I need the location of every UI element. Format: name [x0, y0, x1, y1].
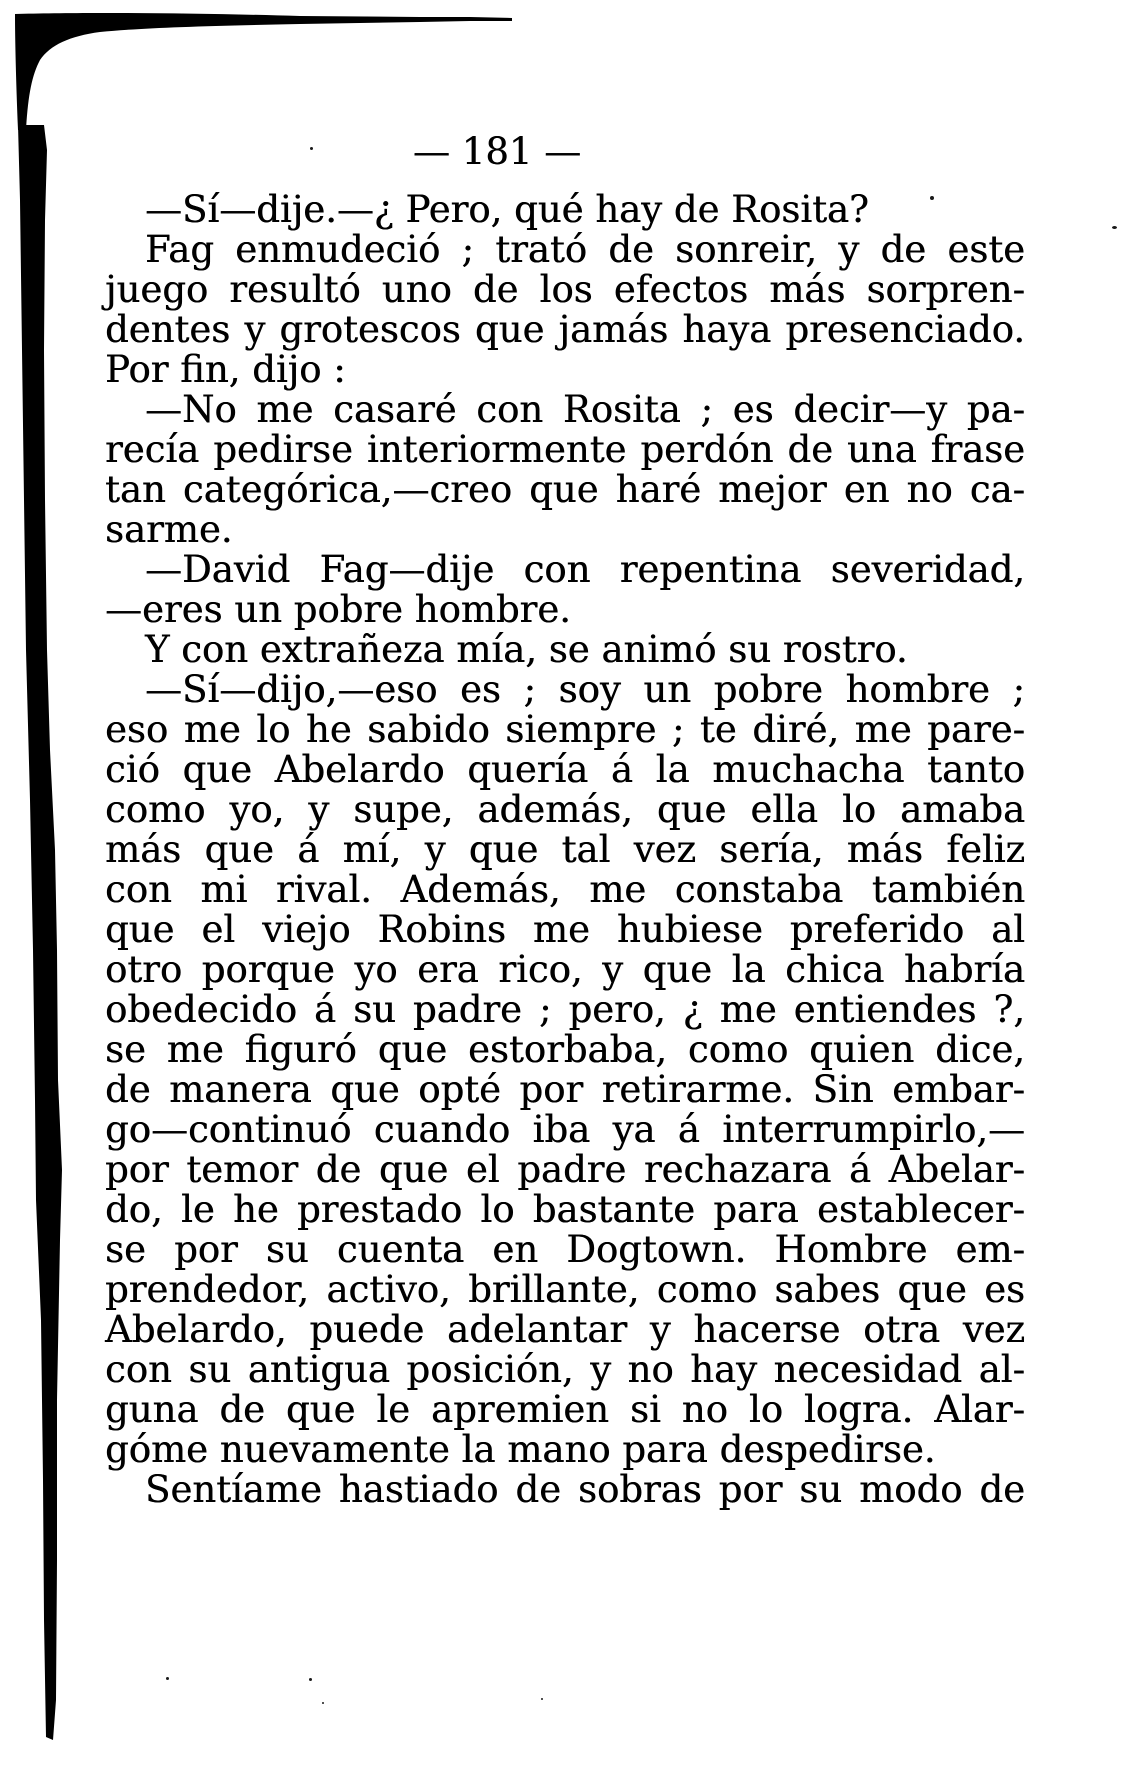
- text-line: eso me lo he sabido siempre ; te diré, me pare-: [105, 708, 1025, 751]
- text-line: otro porque yo era rico, y que la chica habría: [105, 948, 1025, 991]
- text-line: Abelardo, puede adelantar y hacerse otra vez: [105, 1308, 1025, 1351]
- text-line: do, le he prestado lo bastante para establecer-: [105, 1188, 1025, 1231]
- text-line: —eres un pobre hombre.: [105, 588, 571, 631]
- text-line: —Sí—dije.—¿ Pero, qué hay de Rosita?: [145, 188, 869, 231]
- text-line: sarme.: [105, 508, 233, 551]
- text-line: dentes y grotescos que jamás haya presenciado.: [105, 308, 1025, 351]
- text-line: con su antigua posición, y no hay necesidad al-: [105, 1348, 1025, 1391]
- text-line: por temor de que el padre rechazara á Abelar-: [105, 1148, 1025, 1191]
- text-line: con mi rival. Además, me constaba también: [105, 868, 1025, 911]
- ink-speck: [322, 1702, 324, 1704]
- text-line: tan categórica,—creo que haré mejor en no ca-: [105, 468, 1025, 511]
- text-line: ció que Abelardo quería á la muchacha tanto: [105, 748, 1025, 791]
- text-line: juego resultó uno de los efectos más sorpren-: [105, 268, 1025, 311]
- text-line: Sentíame hastiado de sobras por su modo de: [145, 1468, 1025, 1511]
- text-line: de manera que opté por retirarme. Sin embar-: [105, 1068, 1025, 1111]
- text-line: recía pedirse interiormente perdón de una frase: [105, 428, 1025, 471]
- text-line: obedecido á su padre ; pero, ¿ me entiendes ?,: [105, 988, 1025, 1031]
- text-line: que el viejo Robins me hubiese preferido al: [105, 908, 1025, 951]
- text-line: Por fin, dijo :: [105, 348, 346, 391]
- text-column: [105, 132, 1025, 1510]
- scan-left-bar: [18, 125, 62, 1740]
- ink-speck: [1112, 226, 1117, 229]
- text-line: más que á mí, y que tal vez sería, más feliz: [105, 828, 1025, 871]
- text-line: Y con extrañeza mía, se animó su rostro.: [145, 628, 908, 671]
- text-line: prendedor, activo, brillante, como sabes que es: [105, 1268, 1025, 1311]
- text-line: guna de que le apremien si no lo logra. Alar-: [105, 1388, 1025, 1431]
- text-line: se por su cuenta en Dogtown. Hombre em-: [105, 1228, 1025, 1271]
- ink-speck: [166, 1677, 169, 1680]
- scan-top-band: [15, 13, 512, 130]
- text-line: se me figuró que estorbaba, como quien dice,: [105, 1028, 1025, 1071]
- text-line: como yo, y supe, además, que ella lo amaba: [105, 788, 1025, 831]
- text-line: go—continuó cuando iba ya á interrumpirlo,—: [105, 1108, 1025, 1151]
- text-line: —Sí—dijo,—eso es ; soy un pobre hombre ;: [145, 668, 1025, 711]
- text-line: góme nuevamente la mano para despedirse.: [105, 1428, 936, 1471]
- ink-speck: [309, 1678, 312, 1681]
- ink-speck: [541, 1698, 543, 1700]
- page-number: — 181 —: [412, 130, 582, 173]
- text-line: Fag enmudeció ; trató de sonreir, y de este: [145, 228, 1025, 271]
- text-line: —No me casaré con Rosita ; es decir—y pa-: [145, 388, 1025, 431]
- text-line: —David Fag—dije con repentina severidad,: [145, 548, 1025, 591]
